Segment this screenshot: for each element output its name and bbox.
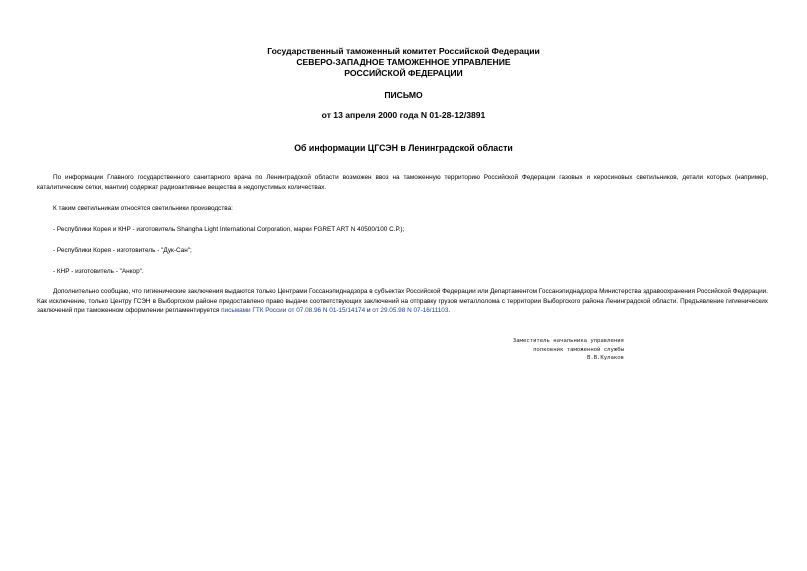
signatory-rank: полковник таможенной службы	[533, 346, 624, 353]
issuer-country: РОССИЙСКОЙ ФЕДЕРАЦИИ	[344, 68, 463, 78]
list-item-china: - КНР - изготовитель - "Анкор".	[53, 268, 144, 275]
document-subject: Об информации ЦГСЭН в Ленинградской области	[294, 143, 513, 153]
issuer-name: Государственный таможенный комитет Российской Федерации	[267, 46, 540, 56]
paragraph-hygiene-conclusions	[37, 287, 768, 316]
paragraph-end: .	[448, 307, 451, 314]
issuer-department: СЕВЕРО-ЗАПАДНОЕ ТАМОЖЕННОЕ УПРАВЛЕНИЕ	[296, 57, 511, 67]
paragraph-manufacturers-intro: К таким светильникам относятся светильники производства:	[53, 205, 233, 212]
document-type: ПИСЬМО	[384, 90, 423, 100]
list-item-korea-china: - Республики Корея и КНР - изготовитель Shangha Light International Corporation, марки FGRET ART N 40500/100 С.Р.);	[53, 226, 405, 233]
signatory-name: В.В.Кулаков	[586, 355, 624, 361]
signatory-position: Заместитель начальника управления	[512, 338, 624, 344]
signature-block	[488, 337, 624, 363]
paragraph-intro: По информации Главного государственного санитарного врача по Ленинградской области возможен ввоз на таможенную территорию Российской Федерации газовых и керосиновых светильников, детали которых (например, каталитические сетки, мантии) содержат радиоактивные вещества в недопустимых количествах.	[37, 174, 768, 191]
document-date-number: от 13 апреля 2000 года N 01-28-12/3891	[321, 110, 486, 120]
list-item-korea: - Республики Корея - изготовитель - "Дук-Сан";	[53, 247, 192, 254]
document-header	[0, 46, 807, 79]
regulation-link-1998[interactable]: от 29.05.98 N 07-16/11103	[372, 307, 449, 314]
regulation-link-1996[interactable]: письмами ГТК России от 07.08.96 N 01-15/14174	[221, 307, 366, 314]
paragraph-text: Дополнительно сообщаю, что гигиенические заключения выдаются только Центрами Госсанэпиднадзора в субъектах Российской Федерации или Департаментом Госсанэпиднадзора Министерства здравоохранения Российской Федерации. Как исключение, только Центру ГСЭН в Выборгском районе предоставлено право выдачи соответствующих заключений на отправку грузов металлолома с территории Выборгского района Ленинградской области. Предъявление гигиенических заключений при таможенном оформлении регламентируется	[37, 288, 768, 314]
conjunction-text: и	[366, 307, 371, 314]
